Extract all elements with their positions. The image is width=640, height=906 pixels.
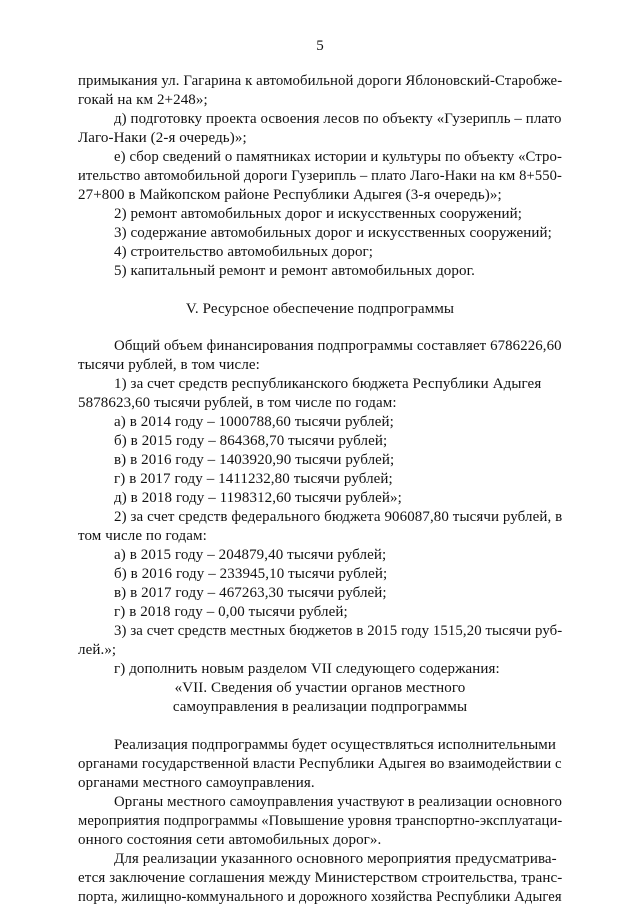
text-line: а) в 2015 году – 204879,40 тысячи рублей; xyxy=(114,547,387,563)
text-line: д) в 2018 году – 1198312,60 тысячи рублей»; xyxy=(114,490,402,506)
text-line: Реализация подпрограммы будет осуществляться исполнительными xyxy=(114,737,556,753)
text-line: гокай на км 2+248»; xyxy=(78,92,208,108)
text-line: 27+800 в Майкопском районе Республики Адыгея (3-я очередь)»; xyxy=(78,187,502,203)
text-line: б) в 2015 году – 864368,70 тысячи рублей; xyxy=(114,433,388,449)
text-line: г) в 2017 году – 1411232,80 тысячи рублей; xyxy=(114,471,393,487)
text-line: органами государственной власти Республики Адыгея во взаимодействии с xyxy=(78,756,562,772)
text-line: 4) строительство автомобильных дорог; xyxy=(114,244,374,260)
text-line: Для реализации указанного основного мероприятия предусматрива- xyxy=(114,851,557,867)
heading-line: V. Ресурсное обеспечение подпрограммы xyxy=(185,301,455,317)
page-number: 5 xyxy=(316,38,324,54)
text-line: 3) за счет средств местных бюджетов в 2015 году 1515,20 тысячи руб- xyxy=(114,623,563,639)
text-line: 5878623,60 тысячи рублей, в том числе по годам: xyxy=(78,395,397,411)
text-line: г) дополнить новым разделом VII следующего содержания: xyxy=(114,661,500,677)
text-line: примыкания ул. Гагарина к автомобильной дороги Яблоновский-Старобже- xyxy=(78,73,563,89)
text-line: органами местного самоуправления. xyxy=(78,775,315,791)
text-line: Органы местного самоуправления участвуют в реализации основного xyxy=(114,794,563,810)
text-line: ется заключение соглашения между Министерством строительства, транс- xyxy=(78,870,563,886)
text-line: том числе по годам: xyxy=(78,528,207,544)
text-line: мероприятия подпрограммы «Повышение уровня транспортно-эксплуатаци- xyxy=(78,813,563,829)
text-line: ительство автомобильной дороги Гузерипль – плато Лаго-Наки на км 8+550- xyxy=(78,168,562,184)
text-line: Лаго-Наки (2-я очередь)»; xyxy=(78,130,247,146)
text-line: Общий объем финансирования подпрограммы составляет 6786226,60 xyxy=(114,338,562,354)
text-line: лей.»; xyxy=(78,642,117,658)
text-line: д) подготовку проекта освоения лесов по объекту «Гузерипль – плато xyxy=(114,111,562,127)
text-line: 1) за счет средств республиканского бюджета Республики Адыгея xyxy=(114,376,542,392)
text-line: в) в 2017 году – 467263,30 тысячи рублей; xyxy=(114,585,387,601)
text-line: тысячи рублей, в том числе: xyxy=(78,357,260,373)
text-line: порта, жилищно-коммунального и дорожного хозяйства Республики Адыгея xyxy=(78,889,562,905)
text-line: 3) содержание автомобильных дорог и искусственных сооружений; xyxy=(114,225,552,241)
text-line: е) сбор сведений о памятниках истории и культуры по объекту «Стро- xyxy=(114,149,563,165)
text-line: в) в 2016 году – 1403920,90 тысячи рублей; xyxy=(114,452,395,468)
text-line: б) в 2016 году – 233945,10 тысячи рублей; xyxy=(114,566,388,582)
heading-line: «VII. Сведения об участии органов местного xyxy=(174,680,466,696)
text-line: а) в 2014 году – 1000788,60 тысячи рублей; xyxy=(114,414,394,430)
text-line: г) в 2018 году – 0,00 тысячи рублей; xyxy=(114,604,348,620)
text-line: 2) ремонт автомобильных дорог и искусственных сооружений; xyxy=(114,206,523,222)
text-line: 2) за счет средств федерального бюджета 906087,80 тысячи рублей, в xyxy=(114,509,563,525)
text-line: онного состояния сети автомобильных дорог». xyxy=(78,832,382,848)
text-line: 5) капитальный ремонт и ремонт автомобильных дорог. xyxy=(114,263,476,279)
heading-line: самоуправления в реализации подпрограммы xyxy=(172,699,468,715)
